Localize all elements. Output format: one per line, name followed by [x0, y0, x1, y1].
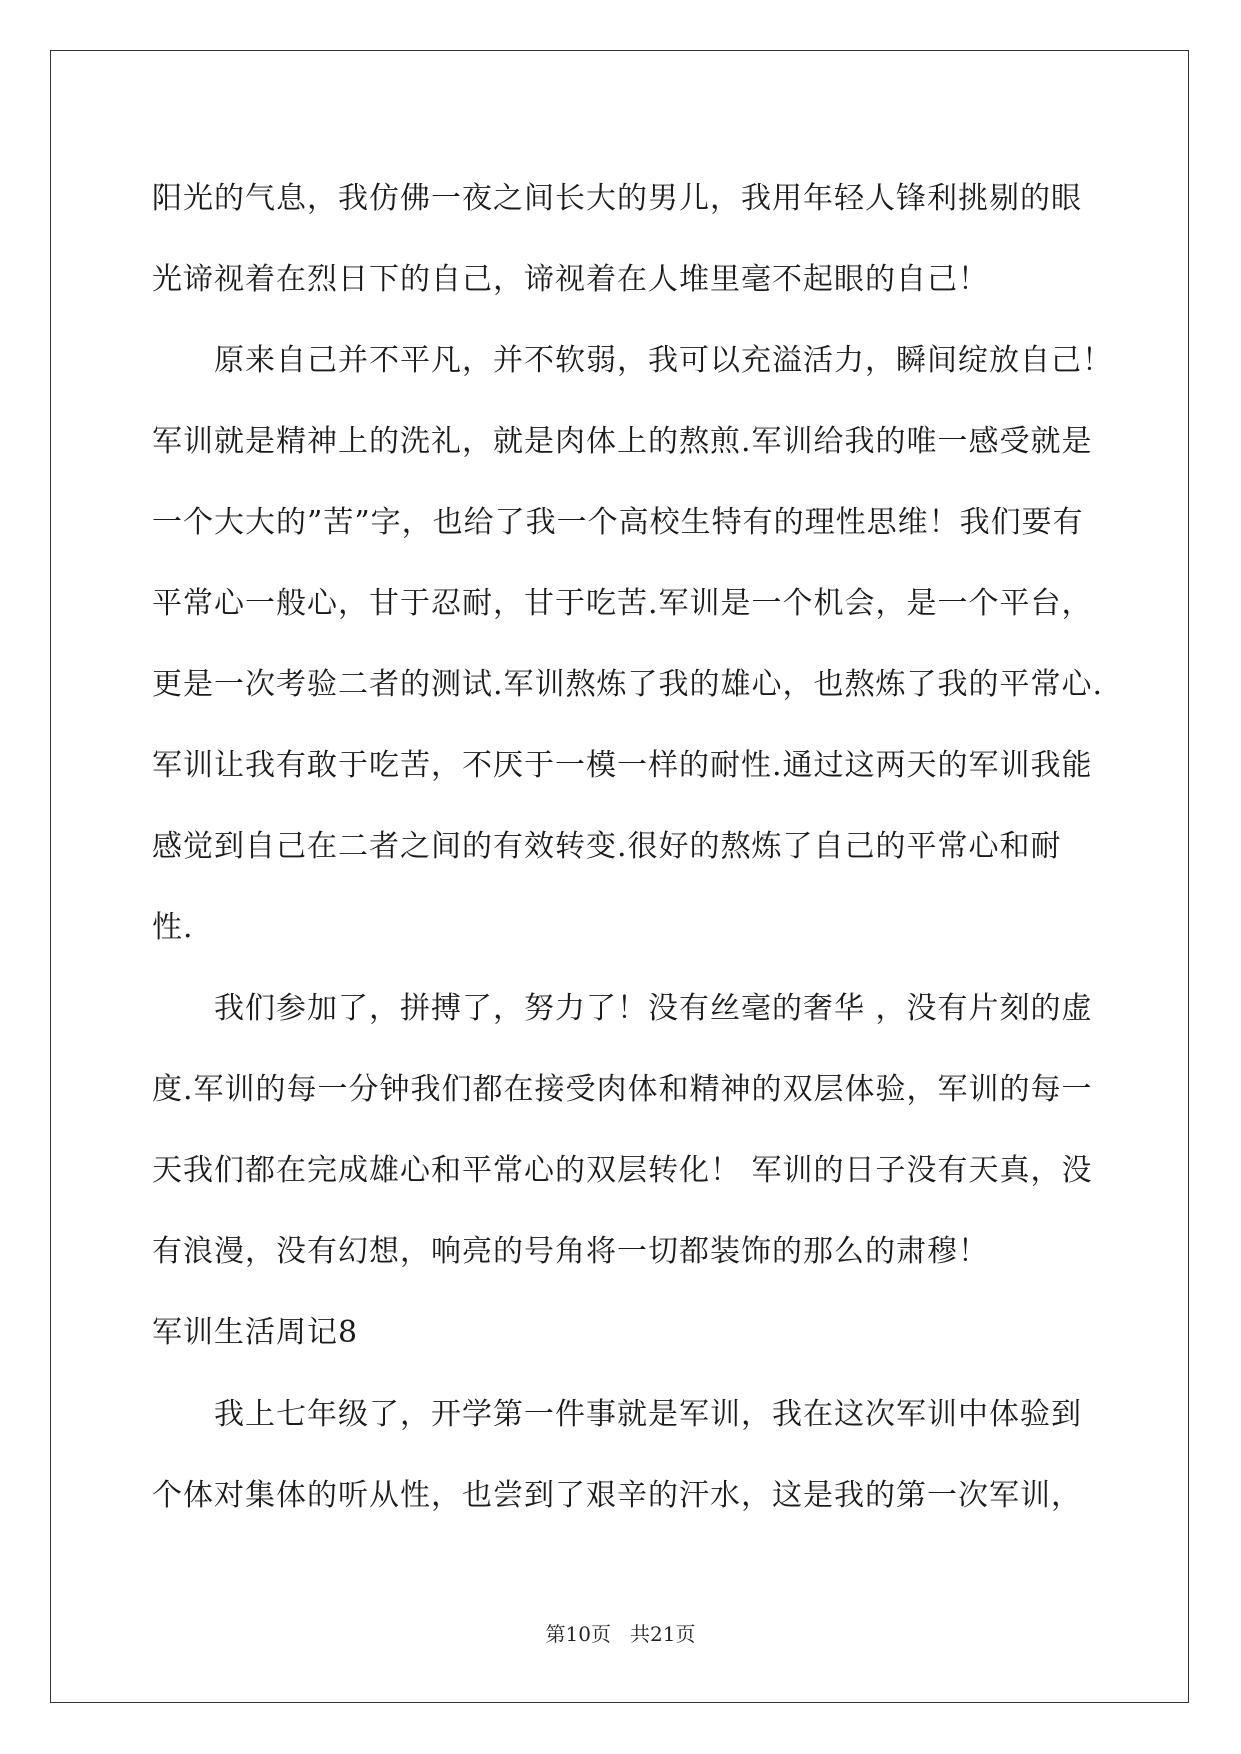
text-line: 平常心一般心，甘于忍耐，甘于吃苦.军训是一个机会，是一个平台，: [152, 586, 1093, 621]
text-line: 我们参加了，拼搏了，努力了！没有丝毫的奢华 ，没有片刻的虚: [214, 991, 1093, 1026]
text-line: 天我们都在完成雄心和平常心的双层转化！ 军训的日子没有天真，没: [152, 1153, 1093, 1188]
text-line: 有浪漫，没有幻想，响亮的号角将一切都装饰的那么的肃穆！: [152, 1234, 989, 1269]
text-line: 军训让我有敢于吃苦，不厌于一模一样的耐性.通过这两天的军训我能: [152, 748, 1093, 783]
text-line: 军训就是精神上的洗礼，就是肉体上的熬煎.军训给我的唯一感受就是: [152, 424, 1093, 459]
text-line: 个体对集体的听从性，也尝到了艰辛的汗水，这是我的第一次军训，: [152, 1478, 1082, 1513]
text-line: 我上七年级了，开学第一件事就是军训，我在这次军训中体验到: [214, 1397, 1082, 1432]
document-body: [152, 158, 1113, 1536]
text-line: 光谛视着在烈日下的自己，谛视着在人堆里毫不起眼的自己！: [152, 262, 989, 297]
section-heading: 军训生活周记8: [152, 1315, 359, 1350]
text-line: 度.军训的每一分钟我们都在接受肉体和精神的双层体验，军训的每一: [152, 1072, 1093, 1107]
text-line: 性.: [152, 910, 194, 945]
text-line: 阳光的气息，我仿佛一夜之间长大的男儿，我用年轻人锋利挑剔的眼: [152, 181, 1082, 216]
text-line: 原来自己并不平凡，并不软弱，我可以充溢活力，瞬间绽放自己！: [214, 343, 1113, 378]
text-line: 更是一次考验二者的测试.军训熬炼了我的雄心，也熬炼了我的平常心.: [152, 667, 1104, 702]
text-line: 感觉到自己在二者之间的有效转变.很好的熬炼了自己的平常心和耐: [152, 829, 1062, 864]
text-line: 一个大大的”苦”字，也给了我一个高校生特有的理性思维！我们要有: [152, 505, 1084, 540]
page-number-footer: 第10页 共21页: [545, 1622, 696, 1646]
